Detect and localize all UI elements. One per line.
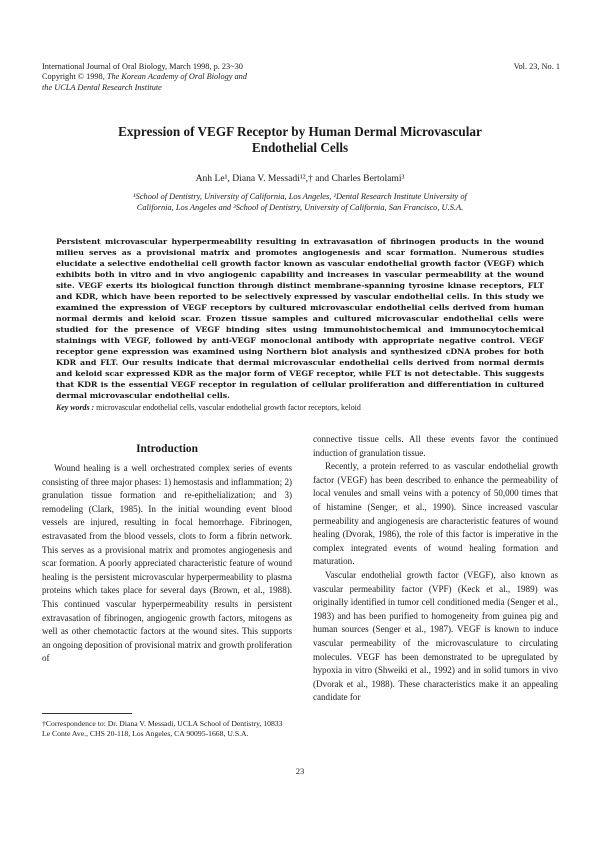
copyright-prefix: Copyright © 1998, [42,72,107,82]
section-heading-introduction: Introduction [136,443,198,455]
affiliation-line-1: ¹School of Dentistry, University of California, Los Angeles, ²Dental Research Institute University of [133,192,467,201]
copyright-holder: The Korean Academy of Oral Biology and [106,72,247,82]
left-column [42,462,292,666]
affiliation-line-2: California, Los Angeles and ³School of Dentistry, University of California, San Francisco, U.S.A. [136,202,464,212]
author-list: Anh Le¹, Diana V. Messadi¹²,† and Charles Bertolami³ [195,173,405,184]
body-paragraph: connective tissue cells. All these events favor the continued induction of granulation tissue. [313,434,558,458]
copyright-institute: the UCLA Dental Research Institute [42,82,162,92]
body-paragraph: Wound healing is a well orchestrated complex series of events consisting of three major phases: 1) hemostasis and inflammation; 2) granulation tissue formation and re-epithelialization; and 3) remodeling (Clark, 1985). In the initial wounding event blood vessels are injured, resulting in focal hemorrhage. Fibrinogen, estravasated from the blood vessels, clots to form a fibrin network. This serves as a provisional matrix and promotes angiogenesis and scar formation. A poorly appreciated characteristic feature of wound healing is the persistent microvascular hyperpermeability to plasma proteins which takes place for several days (Brown, et al., 1988). This continued vascular hyperpermeability results in persistent extravasation of fibrinogen, angiogenic growth factors, mitogens as well as other chemotactic factors at the wound sites. This supports an ongoing deposition of provisional matrix and growth proliferation of [42,463,292,664]
body-paragraph: Vascular endothelial growth factor (VEGF), also known as vascular permeability factor (VPF) (Keck et al., 1989) was originally identified in tumor cell conditioned media (Senger et al., 1983) and has been purified to homogeneity from guinea pig and human sources (Senger et al., 1987). VEGF is known to induce vascular permeability of the microvasculature to circulating molecules. VEGF has been demonstrated to be upregulated by hypoxia in vitro (Shweiki et al., 1992) and in solid tumors in vivo (Dvorak et al., 1988). These characteristics make it an appealing candidate for [313,569,558,703]
article-title [60,124,540,156]
copyright-line [42,72,402,82]
page-number: 23 [295,766,305,776]
keywords [56,403,556,412]
correspondence-footnote: †Correspondence to: Dr. Diana V. Messadi, UCLA School of Dentistry, 10833 Le Conte Ave., CHS 20-118, Los Angeles, CA 90095-1668, U.S.A. [42,719,283,738]
journal-citation: International Journal of Oral Biology, March 1998, p. 23~30 [42,62,243,71]
body-paragraph: Recently, a protein referred to as vascular endothelial growth factor (VEGF) has been described to enhance the permeability of local venules and small veins with a potency of 50,000 times that of histamine (Senger, et al., 1990). Since increased vascular permeability and angiogenesis are characteristic features of wound healing (Dvorak, 1986), the role of this factor is imperative in the complex integrated events of wound healing formation and maturation. [313,461,558,567]
keywords-label: Key words : [56,403,95,412]
journal-header [42,62,402,93]
volume-label: Vol. 23, No. 1 [513,62,560,71]
right-column [313,433,558,705]
abstract: Persistent microvascular hyperpermeability resulting in extravasation of fibrinogen products in the wound milieu serves as a provisional matrix and promotes angiogenesis and scar formation. Numerous studies elucidate a selective endothelial cell growth factor known as vascular endothelial growth factor (VEGF) which exhibits both in vitro and in vivo angiogenic capability and increases in vascular permeability at the wound site. VEGF exerts its biological function through distinct membrane-spanning tyrosine kinase receptors, FLT and KDR, which have been reported to be selectively expressed by vascular endothelial cells. In this study we examined the expression of VEGF receptors by cultured microvascular endothelial cells derived from human normal dermis and keloid scar. Frozen tissue samples and cultured microvascular endothelial cells were studied for the presence of VEGF binding sites using immunohistochemical and immunocytochemical stainings with VEGF, followed by anti-VEGF monoclonal antibody with appropriate negative control. VEGF receptor gene expression was examined using Northern blot analysis and synthesized cDNA probes for both KDR and FLT. Our results indicate that dermal microvascular endothelial cells derived from normal dermis and keloid scar expressed KDR as the major form of VEGF receptor, while FLT is not detectable. This suggests that KDR is the essential VEGF receptor in regulation of cellular proliferation and differentiation in cultured dermal microvascular endothelial cells. [56,237,544,400]
footnote-divider [42,713,132,714]
keywords-text: microvascular endothelial cells, vascular endothelial growth factor receptors, keloid [94,403,361,412]
title-line-2: Endothelial Cells [251,140,349,155]
title-line-1: Expression of VEGF Receptor by Human Dermal Microvascular [118,124,482,139]
affiliations [52,192,548,213]
